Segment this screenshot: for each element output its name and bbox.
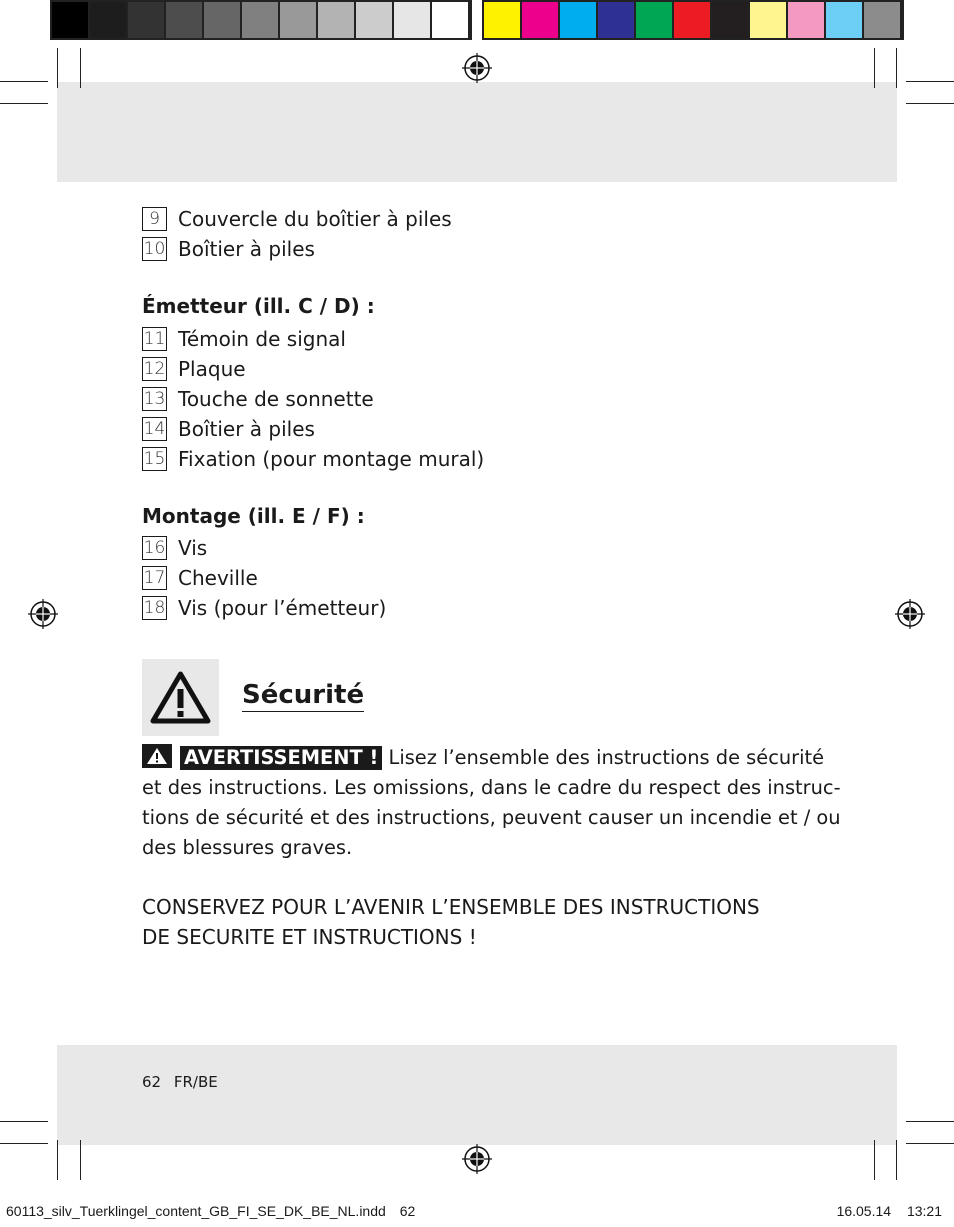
crop-mark: [896, 48, 897, 88]
keep-line: CONSERVEZ POUR L’AVENIR L’ENSEMBLE DES INSTRUCTIONS: [142, 895, 760, 919]
page-footer: [142, 1073, 218, 1091]
crop-mark: [80, 48, 81, 88]
list-item: [142, 236, 315, 262]
list-item: [142, 326, 346, 352]
color-swatch: [598, 2, 634, 38]
slug-date: 16.05.14: [836, 1203, 892, 1219]
list-item: [142, 565, 258, 591]
slug-file: 60113_silv_Tuerklingel_content_GB_FI_SE_DK_BE_NL.indd: [6, 1203, 386, 1219]
page-number: 62: [142, 1073, 162, 1091]
crop-mark: [906, 1121, 954, 1122]
warning-triangle-icon: [142, 659, 219, 736]
crop-mark: [906, 81, 954, 82]
item-number: 11: [143, 329, 166, 349]
item-label: Cheville: [178, 566, 258, 590]
item-number: 10: [143, 239, 166, 259]
list-item: [142, 416, 315, 442]
emitter-heading: Émetteur (ill. C / D) :: [142, 294, 375, 318]
gray-swatch: [432, 2, 468, 38]
item-label: Témoin de signal: [178, 327, 346, 351]
color-swatch: [636, 2, 672, 38]
list-item: [142, 386, 374, 412]
crop-mark: [906, 103, 954, 104]
gray-swatch: [204, 2, 240, 38]
registration-mark-icon: [462, 1144, 492, 1174]
gray-swatch: [318, 2, 354, 38]
crop-mark: [80, 1140, 81, 1180]
slug-time: 13:21: [906, 1203, 942, 1219]
item-number: 16: [143, 538, 166, 558]
item-label: Vis (pour l’émetteur): [178, 596, 387, 620]
list-item: [142, 595, 386, 621]
item-label: Fixation (pour montage mural): [178, 447, 485, 471]
list-item: [142, 356, 246, 382]
header-band: [57, 82, 897, 182]
warning-paragraph: [142, 743, 841, 863]
crop-mark: [0, 1121, 48, 1122]
item-label: Couvercle du boîtier à piles: [178, 207, 452, 231]
list-item: [142, 535, 207, 561]
warning-small-icon: [142, 744, 172, 768]
color-swatch: [788, 2, 824, 38]
color-swatch: [826, 2, 862, 38]
item-label: Vis: [178, 536, 208, 560]
item-label: Plaque: [178, 357, 246, 381]
keep-line: DE SECURITE ET INSTRUCTIONS !: [142, 925, 477, 949]
color-swatch: [750, 2, 786, 38]
crop-mark: [896, 1140, 897, 1180]
mounting-heading: Montage (ill. E / F) :: [142, 504, 365, 528]
item-number: 9: [142, 207, 167, 231]
color-swatch: [864, 2, 900, 38]
warning-text: Lisez l’ensemble des instructions de sécurité: [388, 746, 825, 769]
gray-swatch: [90, 2, 126, 38]
gray-swatch: [52, 2, 88, 38]
item-number: 15: [143, 449, 166, 469]
item-number: 18: [143, 598, 166, 618]
registration-mark-icon: [462, 53, 492, 83]
crop-mark: [57, 1140, 58, 1180]
crop-mark: [57, 48, 58, 88]
gray-swatch: [242, 2, 278, 38]
locale-label: FR/BE: [173, 1073, 218, 1091]
slug-page: 62: [399, 1203, 416, 1219]
gray-swatch: [394, 2, 430, 38]
gray-swatch: [356, 2, 392, 38]
warning-badge: AVERTISSEMENT !: [180, 746, 382, 770]
list-item: [142, 206, 452, 232]
gray-swatch: [128, 2, 164, 38]
footer-band: [57, 1045, 897, 1145]
warning-line: [142, 743, 825, 773]
crop-mark: [0, 1143, 48, 1144]
color-swatch: [560, 2, 596, 38]
item-label: Touche de sonnette: [178, 387, 374, 411]
registration-mark-icon: [28, 599, 58, 629]
item-label: Boîtier à piles: [178, 237, 315, 261]
color-swatch: [674, 2, 710, 38]
item-number: 13: [143, 389, 166, 409]
warning-line: des blessures graves.: [142, 836, 353, 859]
item-number: 12: [143, 359, 166, 379]
crop-mark: [874, 48, 875, 88]
slug-line: [6, 1203, 942, 1219]
color-swatch: [522, 2, 558, 38]
safety-title: Sécurité: [242, 680, 365, 710]
warning-line: et des instructions. Les omissions, dans le cadre du respect des instruc-: [142, 776, 841, 799]
crop-mark: [906, 1143, 954, 1144]
registration-mark-icon: [895, 599, 925, 629]
keep-instructions: [142, 892, 802, 952]
color-swatch: [712, 2, 748, 38]
gray-swatch: [166, 2, 202, 38]
crop-mark: [0, 103, 48, 104]
color-swatch: [484, 2, 520, 38]
list-item: [142, 446, 484, 472]
warning-line: tions de sécurité et des instructions, peuvent causer un incendie et / ou: [142, 806, 841, 829]
warning-icon-box: [142, 659, 219, 736]
crop-mark: [0, 81, 48, 82]
item-number: 14: [143, 419, 166, 439]
crop-mark: [874, 1140, 875, 1180]
item-label: Boîtier à piles: [178, 417, 315, 441]
gray-swatch: [280, 2, 316, 38]
item-number: 17: [143, 568, 166, 588]
